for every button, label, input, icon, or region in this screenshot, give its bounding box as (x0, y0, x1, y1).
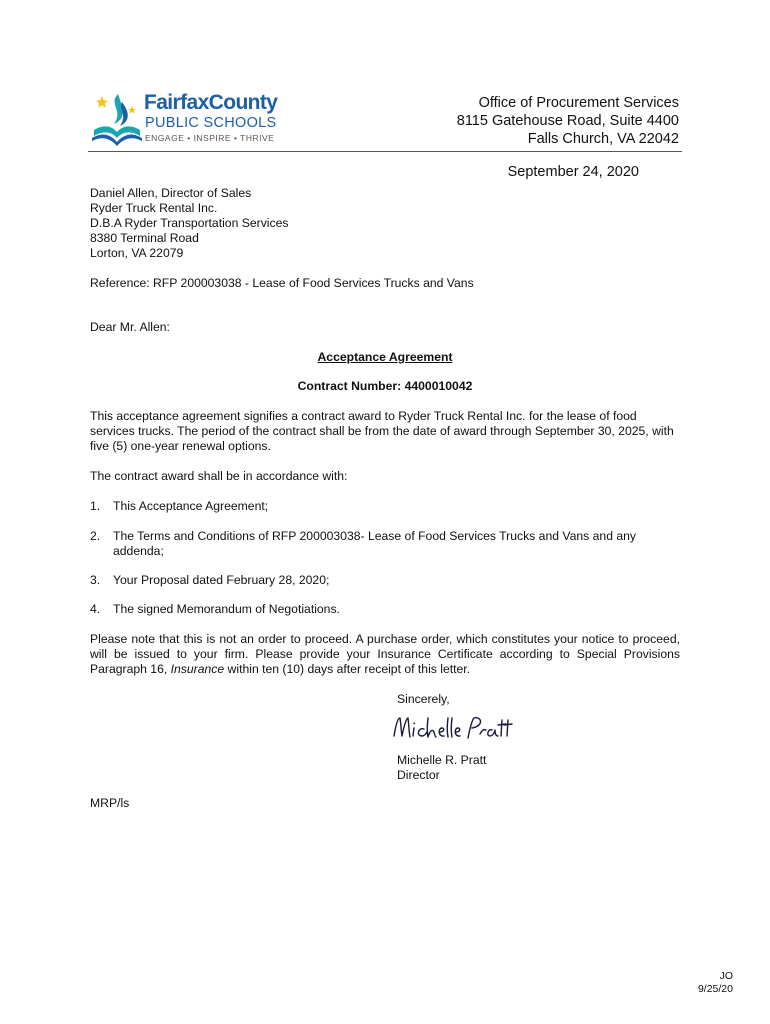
recipient-line: Daniel Allen, Director of Sales (90, 186, 252, 200)
logo-tagline: ENGAGE • INSPIRE • THRIVE (145, 133, 275, 143)
list-item-number: 2. (90, 529, 101, 543)
signer-title: Director (397, 768, 440, 782)
contract-number: Contract Number: 4400010042 (297, 379, 473, 393)
list-item (90, 529, 676, 559)
list-intro: The contract award shall be in accordance with: (90, 469, 348, 483)
body-paragraph-2 (90, 632, 680, 677)
paragraph-text: Please note that this is not an order to proceed. A purchase order, which constitutes your notice to proceed, will be issued to your firm. Please provide your Insurance Certificate according to Special Provisions Paragraph 16, (90, 632, 680, 676)
list-item-number: 4. (90, 602, 101, 616)
list-item-text: Your Proposal dated February 28, 2020; (113, 573, 330, 587)
footer-stamp (698, 970, 733, 996)
signature-block (397, 753, 486, 783)
recipient-address (90, 186, 288, 261)
letter-date: September 24, 2020 (507, 164, 639, 180)
list-item (90, 499, 676, 514)
list-item-text: The Terms and Conditions of RFP 200003038- Lease of Food Services Trucks and Vans and any addenda; (113, 529, 637, 558)
office-line: 8115 Gatehouse Road, Suite 4400 (456, 113, 679, 129)
signer-name: Michelle R. Pratt (397, 753, 487, 767)
list-item-text: This Acceptance Agreement; (113, 499, 269, 513)
recipient-line: D.B.A Ryder Transportation Services (90, 216, 289, 230)
handwritten-signature (388, 710, 518, 744)
paragraph-text: within ten (10) days after receipt of this letter. (224, 662, 471, 676)
recipient-line: Ryder Truck Rental Inc. (90, 201, 218, 215)
office-address (457, 94, 679, 148)
salutation: Dear Mr. Allen: (90, 320, 170, 334)
footer-initials: JO (719, 970, 733, 982)
list-item-number: 1. (90, 499, 101, 513)
fcps-logo (88, 90, 288, 150)
book-flame-icon (88, 90, 146, 150)
office-line: Office of Procurement Services (478, 95, 679, 111)
list-item (90, 573, 676, 588)
closing: Sincerely, (397, 692, 450, 706)
typist-initials: MRP/ls (90, 796, 130, 810)
agreement-heading: Acceptance Agreement (317, 350, 453, 364)
paragraph-italic-text: Insurance (170, 662, 225, 676)
list-item-text: The signed Memorandum of Negotiations. (113, 602, 340, 616)
footer-date: 9/25/20 (697, 983, 733, 995)
body-paragraph-1: This acceptance agreement signifies a contract award to Ryder Truck Rental Inc. for the lease of food services trucks. The period of the contract shall be from the date of award through September 30, 2025, with five (5) one-year renewal options. (90, 409, 674, 453)
office-line: Falls Church, VA 22042 (527, 131, 679, 147)
recipient-line: Lorton, VA 22079 (90, 246, 184, 260)
reference-line: Reference: RFP 200003038 - Lease of Food Services Trucks and Vans (90, 276, 474, 290)
recipient-line: 8380 Terminal Road (90, 231, 199, 245)
letterhead-divider (88, 151, 682, 152)
logo-brand: FairfaxCounty (144, 91, 278, 114)
list-item-number: 3. (90, 573, 101, 587)
list-item (90, 602, 676, 617)
logo-subtitle: PUBLIC SCHOOLS (145, 115, 277, 131)
